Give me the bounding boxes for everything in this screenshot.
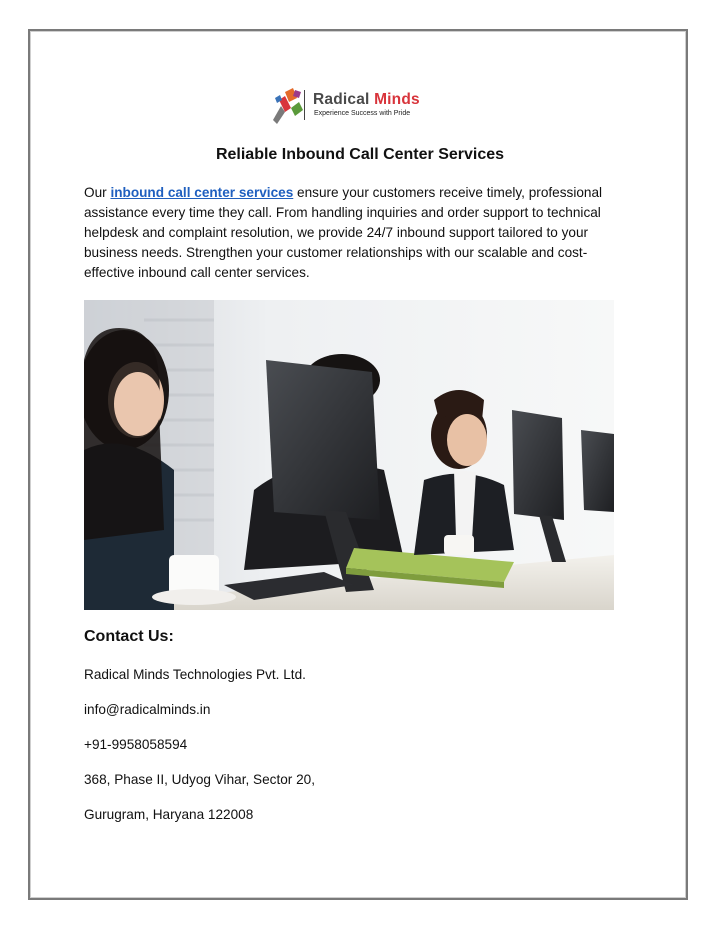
company-logo: [271, 86, 451, 126]
call-center-photo: [84, 300, 614, 610]
inbound-services-link[interactable]: inbound call center services: [110, 185, 294, 200]
contact-email[interactable]: info@radicalminds.in: [84, 702, 211, 717]
logo-divider: [304, 90, 305, 120]
call-center-agents-photo-icon: [84, 300, 614, 610]
contact-address-line1: 368, Phase II, Udyog Vihar, Sector 20,: [84, 772, 315, 787]
logo-tagline: Experience Success with Pride: [314, 110, 411, 117]
intro-lead: Our: [84, 185, 111, 200]
logo-brand-word1: Radical: [313, 91, 370, 108]
intro-rest: ensure your customers receive timely, professional assistance every time they call. From handling inquiries and order support to technical helpdesk and complaint resolution, we provide 24/7 inbound support tailored to your business needs. Strengthen your customer relationships with our scalable and cost-effective inbound call center services.: [84, 185, 603, 280]
intro-paragraph: [84, 183, 634, 283]
logo-brand-word2: Minds: [374, 91, 420, 108]
logo-brand-name: [313, 91, 420, 109]
contact-address-line2: Gurugram, Haryana 122008: [84, 807, 254, 822]
contact-phone[interactable]: +91-9958058594: [84, 737, 188, 752]
radical-minds-logo-mark-icon: [271, 86, 305, 126]
contact-company: Radical Minds Technologies Pvt. Ltd.: [84, 667, 306, 682]
contact-heading: Contact Us:: [84, 628, 174, 645]
page-title: Reliable Inbound Call Center Services: [215, 146, 505, 163]
